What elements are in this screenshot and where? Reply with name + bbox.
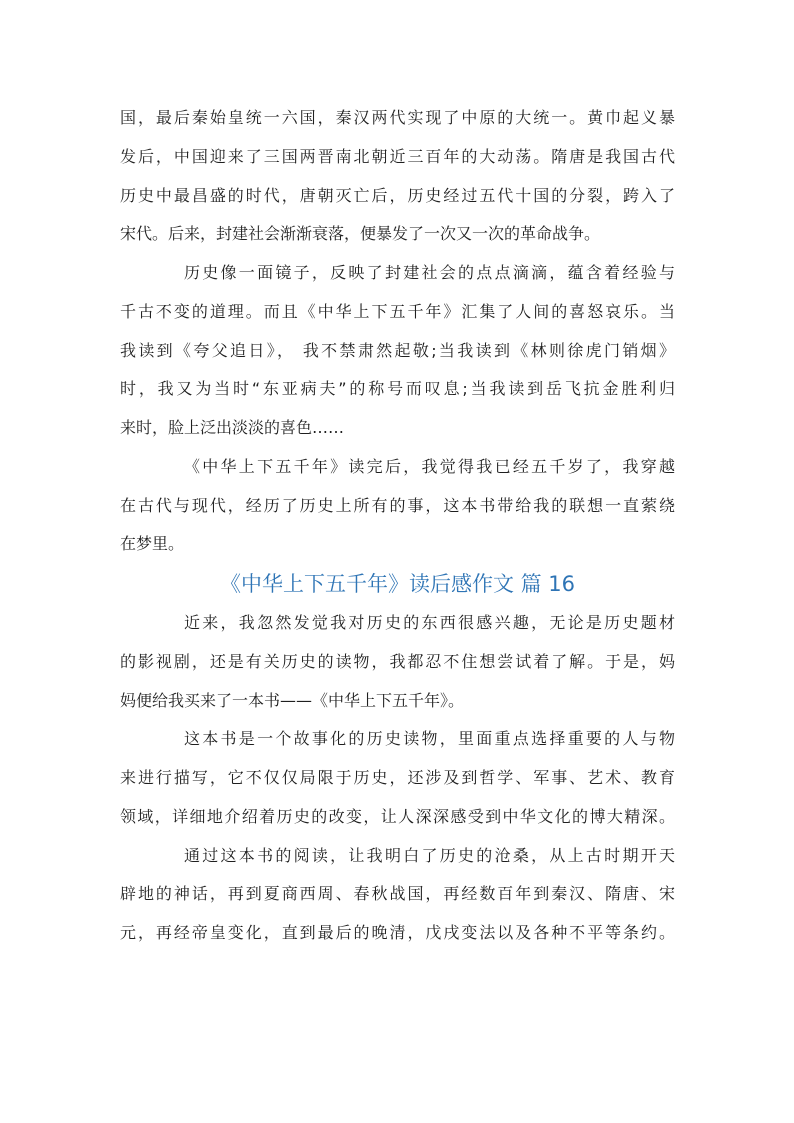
paragraph	[120, 604, 675, 720]
text-line: 千古不变的道理。而且《中华上下五千年》汇集了人间的喜怒哀乐。当	[120, 301, 675, 321]
text-line: 时，我又为当时“东亚病夫”的称号而叹息;当我读到岳飞抗金胜利归	[120, 379, 675, 399]
text-line: 历史像一面镜子，反映了封建社会的点点滴滴，蕴含着经验与	[184, 263, 675, 282]
text-line: 在梦里。	[120, 534, 185, 554]
text-line: 《中华上下五千年》读完后，我觉得我已经五千岁了，我穿越	[184, 456, 675, 476]
text-line: 发后，中国迎来了三国两晋南北朝近三百年的大动荡。隋唐是我国古代	[120, 146, 675, 166]
text-line: 历史中最昌盛的时代，唐朝灭亡后，历史经过五代十国的分裂，跨入了	[120, 185, 675, 205]
paragraph	[120, 837, 675, 953]
document-page	[120, 99, 675, 953]
text-line: 来进行描写，它不仅仅局限于历史，还涉及到哲学、军事、艺术、教育	[120, 768, 675, 787]
text-line: 的影视剧，还是有关历史的读物，我都忍不住想尝试着了解。于是，妈	[120, 651, 675, 671]
text-line: 在古代与现代，经历了历史上所有的事，这本书带给我的联想一直萦绕	[120, 495, 675, 515]
text-line: 我读到《夸父追日》， 我不禁肃然起敬;当我读到《林则徐虎门销烟》	[120, 340, 675, 360]
paragraph	[120, 720, 675, 836]
text-line: 通过这本书的阅读，让我明白了历史的沧桑，从上古时期开天	[184, 845, 675, 865]
paragraph	[120, 448, 675, 564]
text-line: 国，最后秦始皇统一六国，秦汉两代实现了中原的大统一。黄巾起义暴	[120, 108, 675, 127]
text-line: 妈便给我买来了一本书——《中华上下五千年》。	[120, 690, 465, 710]
text-line: 这本书是一个故事化的历史读物，里面重点选择重要的人与物	[184, 729, 675, 749]
text-line: 领域，详细地介绍着历史的改变，让人深深感受到中华文化的博大精深。	[120, 806, 675, 826]
section-heading: 《中华上下五千年》读后感作文 篇 16	[219, 572, 576, 596]
paragraph	[120, 99, 675, 254]
paragraph	[120, 254, 675, 448]
text-line: 来时，脸上泛出淡淡的喜色……	[120, 418, 345, 437]
text-line: 辟地的神话，再到夏商西周、春秋战国，再经数百年到秦汉、隋唐、宋	[120, 884, 675, 904]
text-line: 宋代。后来，封建社会渐渐衰落，便暴发了一次又一次的革命战争。	[120, 224, 601, 244]
text-line: 近来，我忽然发觉我对历史的东西很感兴趣，无论是历史题材	[184, 613, 675, 632]
text-line: 元，再经帝皇变化，直到最后的晚清，戊戌变法以及各种不平等条约。	[120, 923, 675, 942]
